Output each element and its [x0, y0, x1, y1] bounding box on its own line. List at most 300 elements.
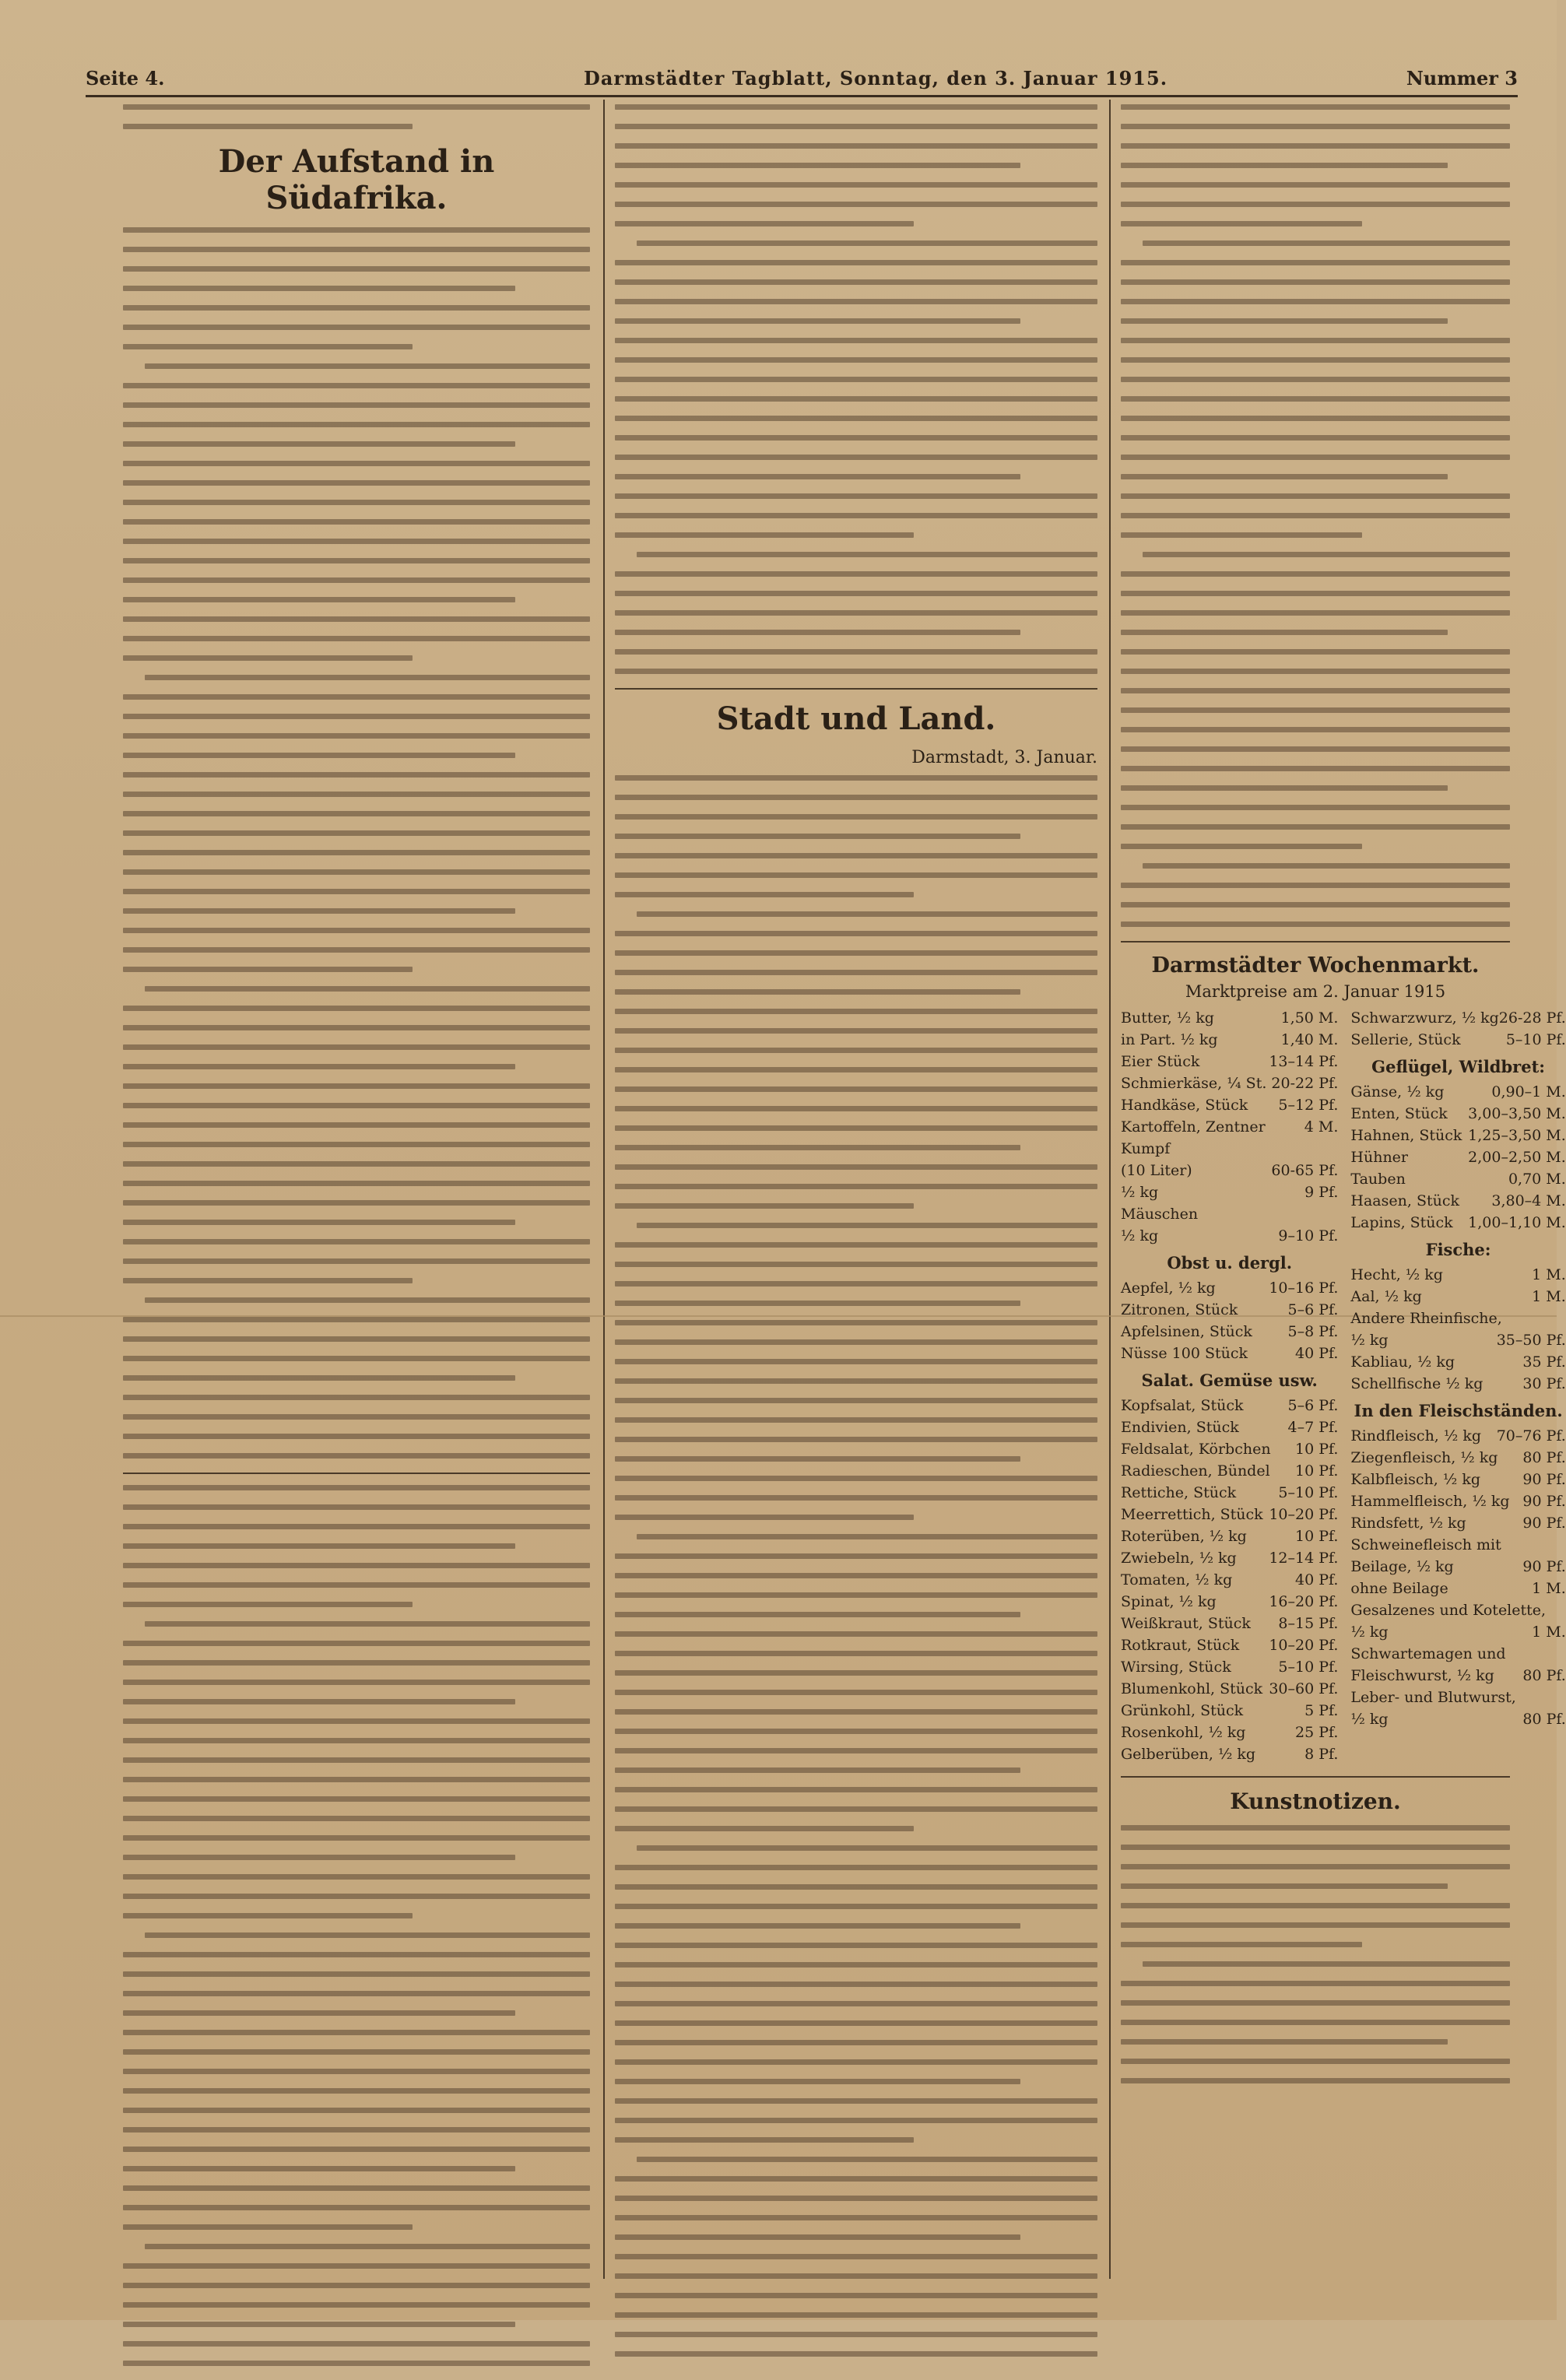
market-price-row [1350, 1007, 1565, 1029]
text-line [615, 1164, 1097, 1170]
text-line [1121, 124, 1510, 129]
text-line [615, 1826, 914, 1831]
market-price: 1 M. [1532, 1580, 1566, 1597]
market-item: Ziegenfleisch, ½ kg [1350, 1449, 1498, 1466]
market-price: 10–16 Pf. [1269, 1280, 1339, 1297]
market-item: Weißkraut, Stück [1121, 1615, 1251, 1632]
market-price-row [1350, 1212, 1565, 1234]
market-price: 12–14 Pf. [1269, 1550, 1339, 1567]
market-price-row [1121, 1051, 1338, 1072]
text-line [637, 1845, 1097, 1851]
market-item: Sellerie, Stück [1350, 1031, 1461, 1048]
market-price: 80 Pf. [1522, 1449, 1566, 1466]
text-line [123, 1375, 515, 1381]
text-line [123, 811, 590, 816]
market-price: 90 Pf. [1522, 1558, 1566, 1575]
text-line [615, 2234, 1020, 2240]
market-price: 1 M. [1532, 1288, 1566, 1305]
divider [615, 688, 1097, 690]
market-price-row [1350, 1556, 1565, 1578]
text-line [1121, 1981, 1510, 1986]
market-price-row [1350, 1447, 1565, 1469]
market-price-row [1350, 1490, 1565, 1512]
market-item: Kumpf [1121, 1140, 1171, 1157]
text-line [615, 1437, 1097, 1442]
text-line [1121, 1864, 1510, 1869]
market-item: Radieschen, Bündel [1121, 1462, 1270, 1480]
market-price: 10 Pf. [1295, 1462, 1339, 1480]
text-line [615, 1242, 1097, 1248]
text-line [123, 1317, 590, 1322]
article-text-rotterdam [615, 104, 1097, 674]
text-line [1121, 1883, 1448, 1889]
text-line [1121, 2000, 1510, 2006]
market-price: 2,00–2,50 M. [1468, 1149, 1566, 1166]
market-item: Kopfsalat, Stück [1121, 1397, 1244, 1414]
market-item: Handkäse, Stück [1121, 1097, 1248, 1114]
text-line [123, 480, 590, 486]
text-line [123, 383, 590, 388]
text-line [615, 1923, 1020, 1929]
page-label: Seite 4. [86, 67, 165, 90]
market-price-row [1121, 1160, 1338, 1181]
market-price: 1 M. [1532, 1624, 1566, 1641]
market-item: Grünkohl, Stück [1121, 1702, 1244, 1719]
market-price: 1,25–3,50 M. [1468, 1127, 1566, 1144]
text-line [615, 532, 914, 538]
market-item: Lapins, Stück [1350, 1214, 1453, 1231]
market-price: 35 Pf. [1522, 1353, 1566, 1371]
market-item: Feldsalat, Körbchen [1121, 1441, 1271, 1458]
market-price: 5–6 Pf. [1287, 1397, 1339, 1414]
text-line [123, 1641, 590, 1646]
market-price-row [1121, 1700, 1338, 1722]
market-item: Zwiebeln, ½ kg [1121, 1550, 1237, 1567]
text-line [123, 2263, 590, 2269]
text-line [123, 772, 590, 778]
headline-south-africa: Der Aufstand in Südafrika. [218, 143, 495, 216]
text-line [123, 636, 590, 641]
market-left [1121, 1007, 1338, 1765]
text-line [615, 1962, 1097, 1968]
text-line [615, 1378, 1097, 1384]
market-price: 80 Pf. [1522, 1711, 1566, 1728]
text-line [1121, 649, 1510, 655]
market-item: Kartoffeln, Zentner [1121, 1118, 1266, 1136]
text-line [123, 947, 590, 953]
text-line [123, 1181, 590, 1186]
text-line [615, 1982, 1097, 1987]
text-line [615, 1592, 1097, 1598]
text-line [123, 1200, 590, 1206]
column-2 [615, 104, 1097, 2371]
text-line [1121, 2059, 1510, 2064]
market-price: 8–15 Pf. [1278, 1615, 1339, 1632]
column-rule-1 [603, 100, 605, 2279]
market-price-row [1121, 1395, 1338, 1416]
text-line [1121, 455, 1510, 460]
text-line [1121, 707, 1510, 713]
text-line [123, 850, 590, 855]
text-line [123, 1602, 413, 1607]
text-line [615, 1884, 1097, 1890]
text-line [1121, 902, 1510, 907]
text-line [615, 1339, 1097, 1345]
divider [123, 1473, 590, 1474]
market-item: Rindsfett, ½ kg [1350, 1515, 1466, 1532]
text-line [1121, 883, 1510, 888]
market-price: 1,50 M. [1280, 1009, 1339, 1027]
market-price: 30–60 Pf. [1269, 1680, 1339, 1697]
market-price: 8 Pf. [1304, 1746, 1339, 1763]
market-price-row [1121, 1181, 1338, 1203]
text-line [123, 889, 590, 894]
text-line [615, 1573, 1097, 1578]
market-price: 26-28 Pf. [1498, 1009, 1566, 1027]
text-line [123, 1395, 590, 1400]
text-line [615, 2351, 1097, 2357]
text-line [615, 1125, 1097, 1131]
market-item: Tomaten, ½ kg [1121, 1571, 1233, 1588]
text-line [615, 2196, 1097, 2201]
market-price: 35–50 Pf. [1496, 1332, 1566, 1349]
text-line [123, 461, 590, 466]
text-line [615, 1553, 1097, 1559]
market-price-row [1350, 1469, 1565, 1490]
column-3 [1121, 104, 1566, 2097]
text-line [637, 911, 1097, 917]
text-line [1121, 396, 1510, 402]
text-line [1121, 143, 1510, 149]
market-section-heading: In den Fleischständen. [1354, 1401, 1563, 1420]
text-line [615, 396, 1097, 402]
text-line [123, 1680, 590, 1685]
market-price: 5–10 Pf. [1505, 1031, 1566, 1048]
market-item: Gänse, ½ kg [1350, 1083, 1445, 1100]
text-line [615, 814, 1097, 820]
text-line [615, 1028, 1097, 1034]
article-text-religion [123, 1485, 590, 2366]
text-line [615, 1709, 1097, 1715]
text-line [615, 1690, 1097, 1695]
text-line [123, 1660, 590, 1666]
text-line [615, 1145, 1020, 1150]
text-line [615, 571, 1097, 577]
market-item: Spinat, ½ kg [1121, 1593, 1217, 1610]
text-line [123, 1816, 590, 1821]
market-item: Enten, Stück [1350, 1105, 1448, 1122]
text-line [615, 775, 1097, 781]
market-price: 90 Pf. [1522, 1515, 1566, 1532]
text-line [615, 1806, 1097, 1812]
text-line [1121, 357, 1510, 363]
text-line [615, 163, 1020, 168]
market-price-row [1350, 1190, 1565, 1212]
text-line [1121, 824, 1510, 830]
market-price: 1,00–1,10 M. [1468, 1214, 1566, 1231]
text-line [123, 1414, 590, 1420]
text-line [123, 908, 515, 914]
text-line [615, 1320, 1097, 1325]
text-line [615, 357, 1097, 363]
text-line [1121, 279, 1510, 285]
market-item: ½ kg [1121, 1227, 1159, 1244]
market-item: Kabliau, ½ kg [1350, 1353, 1455, 1371]
market-price-row [1121, 1277, 1338, 1299]
text-line [123, 1894, 590, 1899]
market-item: Rotkraut, Stück [1121, 1637, 1240, 1654]
market-item: Blumenkohl, Stück [1121, 1680, 1263, 1697]
text-line [123, 1913, 413, 1918]
market-price: 25 Pf. [1295, 1724, 1339, 1741]
market-item: Butter, ½ kg [1121, 1009, 1214, 1027]
text-line [123, 2224, 413, 2230]
article-text-stadt [615, 775, 1097, 2357]
market-item: Beilage, ½ kg [1350, 1558, 1454, 1575]
market-price-row [1350, 1103, 1565, 1125]
text-line [615, 2059, 1097, 2065]
text-line [145, 363, 590, 369]
text-line [145, 675, 590, 680]
market-price: 5–10 Pf. [1278, 1659, 1339, 1676]
text-line [1121, 766, 1510, 771]
text-line [1121, 1942, 1362, 1947]
text-line [1121, 844, 1362, 849]
market-section-heading: Salat. Gemüse usw. [1141, 1371, 1318, 1390]
market-price-row [1350, 1029, 1565, 1051]
text-line [615, 1456, 1020, 1462]
text-line [615, 1184, 1097, 1189]
market-item: Wirsing, Stück [1121, 1659, 1231, 1676]
text-line [123, 1952, 590, 1957]
text-line [123, 500, 590, 505]
text-line [145, 1297, 590, 1303]
text-line [123, 1757, 590, 1763]
text-line [123, 1504, 590, 1510]
text-line [123, 305, 590, 311]
text-line [1121, 785, 1448, 791]
text-line [615, 872, 1097, 878]
text-line [123, 928, 590, 933]
text-line [615, 1009, 1097, 1014]
text-line [615, 970, 1097, 975]
text-line [1121, 377, 1510, 382]
text-line [1121, 435, 1510, 441]
market-price-row [1121, 1416, 1338, 1438]
market-item: Meerrettich, Stück [1121, 1506, 1263, 1523]
text-line [123, 616, 590, 622]
text-line [123, 1485, 590, 1490]
text-line [1121, 610, 1510, 616]
text-line [615, 1651, 1097, 1656]
market-item: Kalbfleisch, ½ kg [1350, 1471, 1480, 1488]
market-item: Rosenkohl, ½ kg [1121, 1724, 1246, 1741]
market-item: Gelberüben, ½ kg [1121, 1746, 1256, 1763]
text-line [123, 1434, 590, 1439]
market-price-row [1121, 1460, 1338, 1482]
text-line [123, 1083, 590, 1089]
text-line [123, 2127, 590, 2133]
text-line [615, 1417, 1097, 1423]
text-line [1121, 727, 1510, 732]
market-date: Marktpreise am 2. Januar 1915 [1185, 982, 1446, 1001]
text-line [637, 1534, 1097, 1539]
text-line [1121, 318, 1448, 324]
market-price-row [1350, 1168, 1565, 1190]
text-line [615, 669, 1097, 674]
market-price-row [1121, 1138, 1338, 1160]
market-price: 60-65 Pf. [1271, 1162, 1339, 1179]
text-line [615, 834, 1020, 839]
text-line [123, 1582, 590, 1588]
text-line [615, 1787, 1097, 1792]
text-line [615, 1048, 1097, 1053]
text-line [615, 1359, 1097, 1364]
market-price-row [1350, 1351, 1565, 1373]
text-line [123, 2069, 590, 2074]
market-price-row [1121, 1029, 1338, 1051]
text-line [615, 299, 1097, 304]
text-line [123, 1738, 590, 1743]
market-price-row [1121, 1743, 1338, 1765]
text-line [615, 455, 1097, 460]
text-line [1121, 746, 1510, 752]
text-line [615, 1301, 1020, 1306]
text-line [615, 2312, 1097, 2318]
market-item: Schwarzwurz, ½ kg [1350, 1009, 1499, 1027]
text-line [615, 2273, 1097, 2279]
market-price: 5–10 Pf. [1278, 1484, 1339, 1501]
text-line [123, 1064, 515, 1069]
text-line [615, 1904, 1097, 1909]
text-line [615, 1398, 1097, 1403]
text-line [123, 2185, 590, 2191]
market-price-row [1121, 1678, 1338, 1700]
market-item: Schmierkäse, ¼ St. 20-22 Pf. [1121, 1075, 1339, 1092]
market-item: ½ kg [1121, 1184, 1159, 1201]
text-line [145, 986, 590, 992]
market-item: Schwartemagen und [1350, 1645, 1506, 1662]
market-price-row [1350, 1125, 1565, 1146]
text-line [123, 1239, 590, 1244]
text-line [615, 377, 1097, 382]
text-line [1121, 921, 1510, 927]
text-line [615, 493, 1097, 499]
text-line [123, 753, 515, 758]
text-line [123, 1336, 590, 1342]
paper-title: Darmstädter Tagblatt, Sonntag, den 3. Januar 1915. [584, 67, 1168, 90]
market-item: Rindfleisch, ½ kg [1350, 1427, 1482, 1444]
text-line [123, 694, 590, 700]
text-line [615, 2020, 1097, 2026]
market-item: Endivien, Stück [1121, 1419, 1239, 1436]
text-line [123, 2166, 515, 2171]
text-line [615, 1943, 1097, 1948]
text-line [615, 1476, 1097, 1481]
text-line [123, 733, 590, 739]
market-price-row [1121, 1299, 1338, 1321]
text-line [1121, 1922, 1510, 1928]
market-item: Aal, ½ kg [1350, 1288, 1422, 1305]
market-item: ½ kg [1350, 1332, 1389, 1349]
text-line [123, 2010, 515, 2016]
text-line [123, 1874, 590, 1880]
market-price: 3,00–3,50 M. [1468, 1105, 1566, 1122]
text-line [123, 422, 590, 427]
market-item: Hühner [1350, 1149, 1409, 1166]
market-price-row [1121, 1482, 1338, 1504]
column-1 [123, 104, 590, 2380]
market-item: Leber- und Blutwurst, [1350, 1689, 1516, 1706]
text-line [123, 1971, 590, 1977]
text-line [123, 402, 590, 408]
text-line [1121, 163, 1448, 168]
text-line [1121, 338, 1510, 343]
market-price-row [1350, 1599, 1565, 1621]
text-line [123, 1563, 590, 1568]
text-line [123, 655, 413, 661]
text-line [615, 2176, 1097, 2182]
market-item: in Part. ½ kg [1121, 1031, 1218, 1048]
text-line [123, 2361, 590, 2366]
text-line [637, 552, 1097, 557]
market-price: 5–6 Pf. [1287, 1301, 1339, 1318]
text-line [123, 1103, 590, 1108]
text-line [123, 539, 590, 544]
market-price-row [1121, 1225, 1338, 1247]
text-line [1143, 1961, 1510, 1967]
text-line [615, 989, 1020, 995]
text-line [615, 1612, 1020, 1617]
text-line [615, 1631, 1097, 1637]
text-line [615, 1067, 1097, 1072]
market-section-heading: Obst u. dergl. [1167, 1253, 1293, 1272]
text-line [615, 591, 1097, 596]
text-line [615, 2040, 1097, 2045]
text-line [123, 2283, 590, 2288]
market-price: 9–10 Pf. [1278, 1227, 1339, 1244]
divider [1121, 941, 1510, 943]
market-price: 5–8 Pf. [1287, 1323, 1339, 1340]
headline-kunstnotizen: Kunstnotizen. [1230, 1789, 1401, 1814]
text-line [615, 1729, 1097, 1734]
market-item: Apfelsinen, Stück [1121, 1323, 1252, 1340]
market-price-row [1350, 1146, 1565, 1168]
market-price-row [1350, 1329, 1565, 1351]
market-price: 4 M. [1304, 1118, 1339, 1136]
market-item: Hammelfleisch, ½ kg [1350, 1493, 1510, 1510]
market-right [1350, 1007, 1565, 1765]
text-line [123, 2341, 590, 2347]
market-price: 40 Pf. [1295, 1571, 1339, 1588]
text-line [615, 931, 1097, 936]
market-price-row [1121, 1525, 1338, 1547]
text-line [1121, 532, 1362, 538]
text-line [123, 1777, 590, 1782]
text-line [123, 519, 590, 525]
market-item: Tauben [1350, 1171, 1406, 1188]
market-price-row [1350, 1643, 1565, 1665]
market-price: 10–20 Pf. [1269, 1506, 1339, 1523]
market-item: (10 Liter) [1121, 1162, 1192, 1179]
text-line [123, 1543, 515, 1549]
market-item: Haasen, Stück [1350, 1192, 1459, 1209]
market-item: Roterüben, ½ kg [1121, 1528, 1247, 1545]
market-price: 4–7 Pf. [1287, 1419, 1339, 1436]
market-price-row [1121, 1203, 1338, 1225]
text-line [615, 318, 1020, 324]
text-line [145, 1932, 590, 1938]
